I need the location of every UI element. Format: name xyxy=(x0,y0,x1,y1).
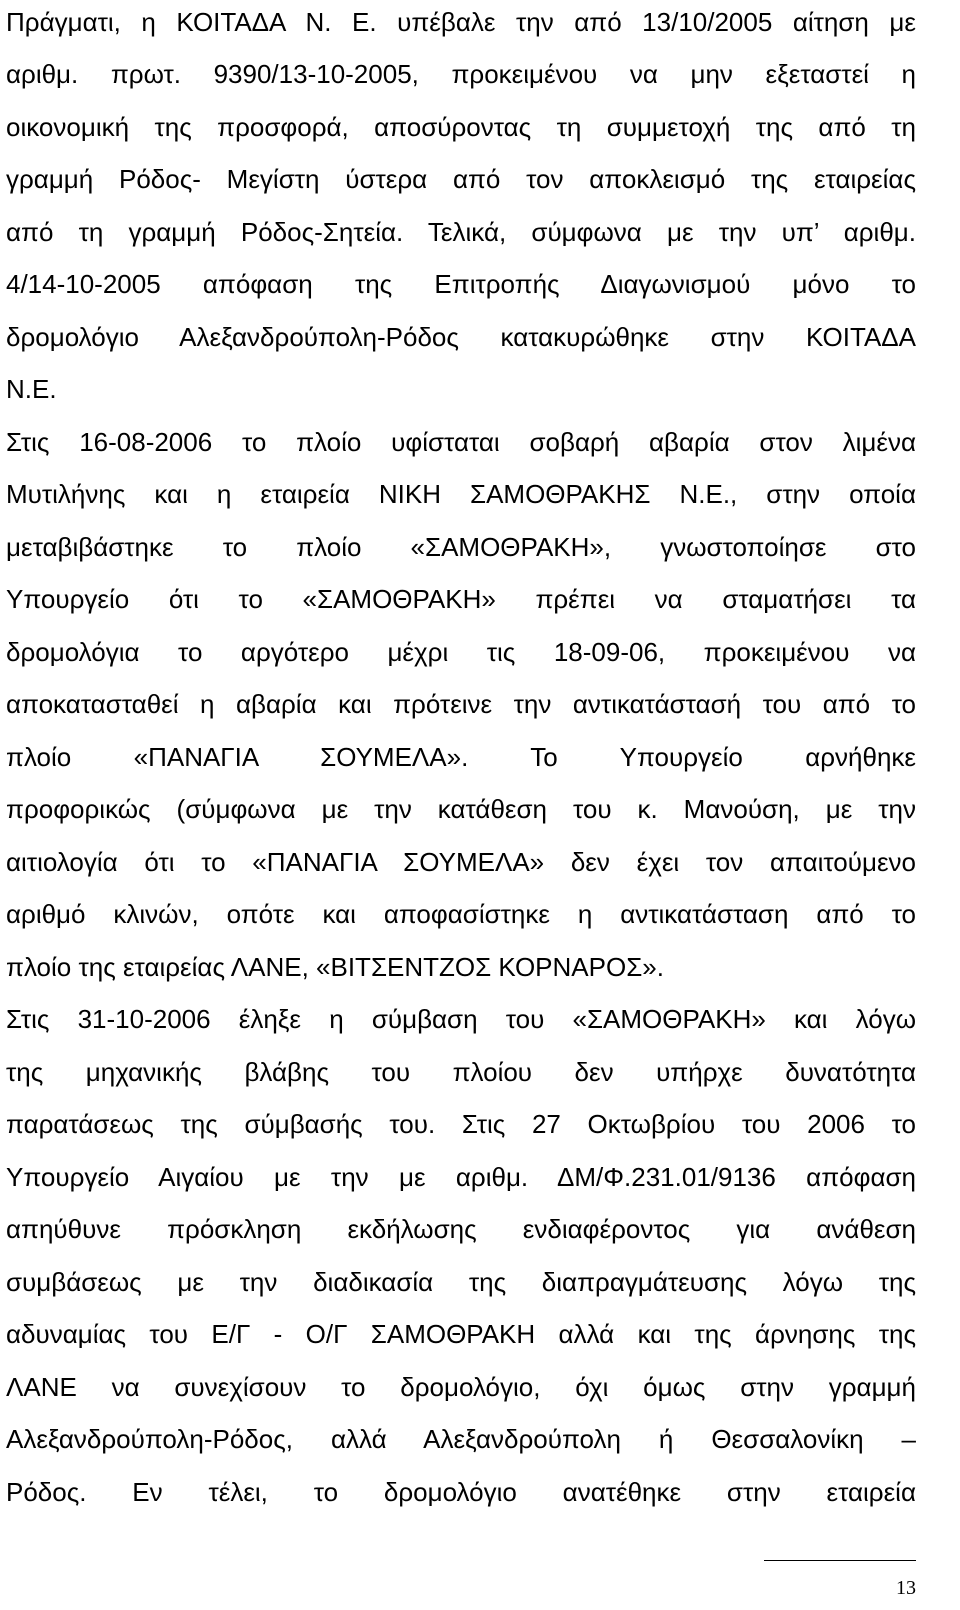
text-line: δρομολόγιο Αλεξανδρούπολη-Ρόδος κατακυρώθηκε στην ΚΟΙΤΑΔΑ xyxy=(6,322,916,352)
text-line: ΛΑΝΕ να συνεχίσουν το δρομολόγιο, όχι όμως στην γραμμή xyxy=(6,1372,916,1402)
text-line: αριθμό κλινών, οπότε και αποφασίστηκε η αντικατάσταση από το xyxy=(6,899,916,929)
text-line: συμβάσεως με την διαδικασία της διαπραγμάτευσης λόγω της xyxy=(6,1267,916,1297)
text-line: Αλεξανδρούπολη-Ρόδος, αλλά Αλεξανδρούπολη ή Θεσσαλονίκη – xyxy=(6,1424,916,1454)
text-line: πλοίο της εταιρείας ΛΑΝΕ, «ΒΙΤΣΕΝΤΖΟΣ ΚΟΡΝΑΡΟΣ». xyxy=(6,952,664,982)
text-line: της μηχανικής βλάβης του πλοίου δεν υπήρχε δυνατότητα xyxy=(6,1057,916,1087)
text-line: παρατάσεως της σύμβασής του. Στις 27 Οκτωβρίου του 2006 το xyxy=(6,1109,916,1139)
text-line: οικονομική της προσφορά, αποσύροντας τη συμμετοχή της από τη xyxy=(6,112,916,142)
text-line: απηύθυνε πρόσκληση εκδήλωσης ενδιαφέροντος για ανάθεση xyxy=(6,1214,916,1244)
text-line: γραμμή Ρόδος- Μεγίστη ύστερα από τον αποκλεισμό της εταιρείας xyxy=(6,164,916,194)
page-number: 13 xyxy=(896,1577,916,1599)
text-line: Ν.Ε. xyxy=(6,374,57,404)
text-line: αδυναμίας του Ε/Γ - Ο/Γ ΣΑΜΟΘΡΑΚΗ αλλά και της άρνησης της xyxy=(6,1319,916,1349)
footer-divider xyxy=(764,1560,916,1561)
text-line: αιτιολογία ότι το «ΠΑΝΑΓΙΑ ΣΟΥΜΕΛΑ» δεν έχει τον απαιτούμενο xyxy=(6,847,916,877)
text-line: 4/14-10-2005 απόφαση της Επιτροπής Διαγωνισμού μόνο το xyxy=(6,269,916,299)
text-line: προφορικώς (σύμφωνα με την κατάθεση του κ. Μανούση, με την xyxy=(6,794,916,824)
text-line: Υπουργείο Αιγαίου με την με αριθμ. ΔΜ/Φ.231.01/9136 απόφαση xyxy=(6,1162,916,1192)
text-line: αριθμ. πρωτ. 9390/13-10-2005, προκειμένου να μην εξεταστεί η xyxy=(6,59,916,89)
text-line: Στις 16-08-2006 το πλοίο υφίσταται σοβαρή αβαρία στον λιμένα xyxy=(6,427,916,457)
text-line: αποκατασταθεί η αβαρία και πρότεινε την αντικατάστασή του από το xyxy=(6,689,916,719)
text-line: Υπουργείο ότι το «ΣΑΜΟΘΡΑΚΗ» πρέπει να σταματήσει τα xyxy=(6,584,916,614)
text-line: μεταβιβάστηκε το πλοίο «ΣΑΜΟΘΡΑΚΗ», γνωστοποίησε στο xyxy=(6,532,916,562)
text-line: Στις 31-10-2006 έληξε η σύμβαση του «ΣΑΜΟΘΡΑΚΗ» και λόγω xyxy=(6,1004,916,1034)
text-line: από τη γραμμή Ρόδος-Σητεία. Τελικά, σύμφωνα με την υπ’ αριθμ. xyxy=(6,217,916,247)
text-line: πλοίο «ΠΑΝΑΓΙΑ ΣΟΥΜΕΛΑ». Το Υπουργείο αρνήθηκε xyxy=(6,742,916,772)
text-line: Πράγματι, η ΚΟΙΤΑΔΑ Ν. Ε. υπέβαλε την από 13/10/2005 αίτηση με xyxy=(6,7,916,37)
text-line: δρομολόγια το αργότερο μέχρι τις 18-09-06, προκειμένου να xyxy=(6,637,916,667)
text-line: Ρόδος. Εν τέλει, το δρομολόγιο ανατέθηκε στην εταιρεία xyxy=(6,1477,916,1507)
text-line: Μυτιλήνης και η εταιρεία ΝΙΚΗ ΣΑΜΟΘΡΑΚΗΣ Ν.Ε., στην οποία xyxy=(6,479,916,509)
